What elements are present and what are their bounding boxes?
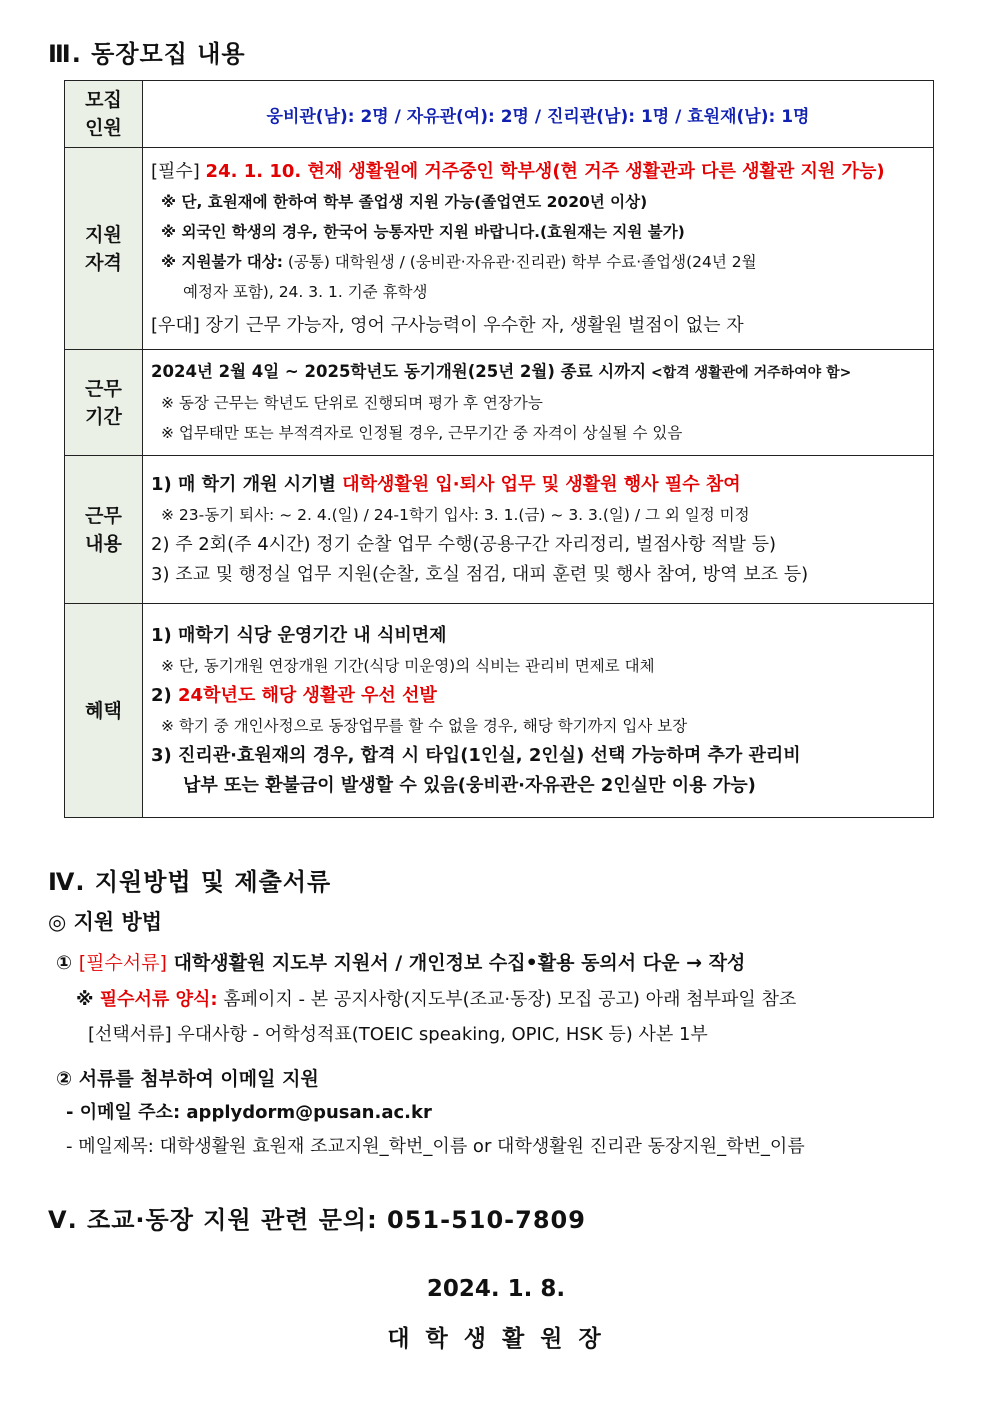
qual-required-line	[151, 157, 925, 187]
period-residence-note: <합격 생활관에 거주하여야 함>	[646, 365, 852, 381]
note-mark: ※	[76, 989, 100, 1010]
table-row-period	[65, 350, 934, 456]
benefit-note-meal: ※ 단, 동기개원 연장개원 기간(식당 미운영)의 식비는 관리비 면제로 대체	[161, 656, 655, 675]
required-docs-note	[76, 985, 796, 1011]
qual-preferred-line: [우대] 장기 근무 가능자, 영어 구사능력이 우수한 자, 생활원 벌점이 없는 자	[151, 314, 744, 336]
header-line: 지원	[85, 223, 122, 246]
section-5-contact: Ⅴ. 조교·동장 지원 관련 문의: 051-510-7809	[48, 1206, 586, 1234]
qual-note-foreign: ※ 외국인 학생의 경우, 한국어 능통자만 지원 바랍니다.(효원재는 지원 불가)	[161, 222, 685, 241]
header-line: 모집	[85, 89, 122, 111]
email-subject-line: - 메일제목: 대학생활원 효원재 조교지원_학번_이름 or 대학생활원 진리관 동장지원_학번_이름	[66, 1136, 805, 1157]
apply-step-1	[56, 948, 745, 975]
notice-issuer: 대 학 생 활 원 장	[387, 1326, 605, 1352]
period-note-extension: ※ 동장 근무는 학년도 단위로 진행되며 평가 후 연장가능	[161, 394, 543, 412]
duty-content	[143, 456, 934, 604]
duty-item-2: 2) 주 2회(주 4시간) 정기 순찰 업무 수행(공용구간 자리정리, 벌점사항 적발 등)	[151, 533, 776, 555]
ineligible-text: (공통) 대학원생 / (웅비관·자유관·진리관) 학부 수료·졸업생(24년 2월	[282, 252, 757, 271]
qualification-content	[143, 148, 934, 350]
row-header-recruit	[65, 81, 143, 148]
email-address-line: - 이메일 주소: applydorm@pusan.ac.kr	[66, 1102, 432, 1123]
table-row-duty	[65, 456, 934, 604]
benefit-content	[143, 604, 934, 818]
step-1-number: ①	[56, 952, 79, 974]
benefit-item-1: 1) 매학기 식당 운영기간 내 식비면제	[151, 624, 447, 646]
ineligible-label: ※ 지원불가 대상:	[161, 252, 283, 271]
period-note-disqualify: ※ 업무태만 또는 부적격자로 인정될 경우, 근무기간 중 자격이 상실될 수 있음	[161, 424, 683, 442]
required-docs-tag: [필수서류]	[78, 952, 167, 974]
benefit-item-2-highlight: 24학년도 해당 생활관 우선 선발	[178, 684, 437, 706]
header-line: 근무	[85, 377, 122, 400]
duty-item-1	[151, 470, 925, 500]
section-3-title: Ⅲ. 동장모집 내용	[48, 40, 246, 68]
qual-note-ineligible-cont: 예정자 포함), 24. 3. 1. 기준 휴학생	[183, 282, 428, 301]
header-line: 내용	[85, 532, 122, 555]
header-line: 근무	[85, 504, 122, 527]
benefit-item-2	[151, 681, 925, 711]
benefit-note-guarantee: ※ 학기 중 개인사정으로 동장업무를 할 수 없을 경우, 해당 학기까지 입사 보장	[161, 716, 688, 735]
row-header-period	[65, 350, 143, 456]
benefit-item-2-prefix: 2)	[151, 684, 179, 706]
duty-item-1-highlight: 대학생활원 입·퇴사 업무 및 생활원 행사 필수 참여	[342, 473, 741, 495]
notice-date: 2024. 1. 8.	[426, 1276, 566, 1302]
required-tag: [필수]	[151, 160, 206, 182]
optional-docs-line: [선택서류] 우대사항 - 어학성적표(TOEIC speaking, OPIC, HSK 등) 사본 1부	[88, 1024, 708, 1045]
required-form-location: 홈페이지 - 본 공지사항(지도부(조교·동장) 모집 공고) 아래 첨부파일 참조	[217, 989, 797, 1010]
benefit-item-3: 3) 진리관·효원재의 경우, 합격 시 타입(1인실, 2인실) 선택 가능하며 추가 관리비	[151, 744, 801, 766]
recruit-count-text: 웅비관(남): 2명 / 자유관(여): 2명 / 진리관(남): 1명 / 효원재(남): 1명	[143, 81, 934, 148]
qual-note-graduate: ※ 단, 효원재에 한하여 학부 졸업생 지원 가능(졸업연도 2020년 이상)	[161, 192, 648, 211]
table-row-recruit	[65, 81, 934, 148]
apply-step-2: ② 서류를 첨부하여 이메일 지원	[56, 1068, 319, 1090]
required-form-label: 필수서류 양식:	[99, 989, 218, 1010]
duty-note-schedule: ※ 23-동기 퇴사: ~ 2. 4.(일) / 24-1학기 입사: 3. 1.(금) ~ 3. 3.(일) / 그 외 일정 미정	[161, 505, 750, 524]
benefit-item-3-cont: 납부 또는 환불금이 발생할 수 있음(웅비관·자유관은 2인실만 이용 가능)	[183, 774, 756, 796]
required-docs-text: 대학생활원 지도부 지원서 / 개인정보 수집•활용 동의서 다운 → 작성	[166, 952, 746, 974]
table-row-benefit	[65, 604, 934, 818]
table-row-qualification	[65, 148, 934, 350]
qual-note-ineligible	[151, 247, 925, 277]
header-line: 인원	[85, 117, 122, 139]
recruitment-table	[64, 80, 934, 818]
period-range: 2024년 2월 4일 ~ 2025학년도 동기개원(25년 2월) 종료 시까지	[151, 362, 647, 381]
row-header-benefit: 혜택	[65, 604, 143, 818]
row-header-duty	[65, 456, 143, 604]
section-4-title: Ⅳ. 지원방법 및 제출서류	[48, 868, 332, 896]
header-line: 기간	[85, 405, 122, 428]
row-header-qualification	[65, 148, 143, 350]
period-main-line	[151, 357, 925, 388]
duty-item-1-prefix: 1) 매 학기 개원 시기별	[151, 473, 343, 495]
required-condition: 24. 1. 10. 현재 생활원에 거주중인 학부생(현 거주 생활관과 다른 생활관 지원 가능)	[205, 160, 885, 182]
period-content	[143, 350, 934, 456]
header-line: 자격	[85, 251, 122, 274]
apply-method-subtitle: ◎ 지원 방법	[48, 910, 163, 934]
duty-item-3: 3) 조교 및 행정실 업무 지원(순찰, 호실 점검, 대피 훈련 및 행사 참여, 방역 보조 등)	[151, 563, 809, 585]
